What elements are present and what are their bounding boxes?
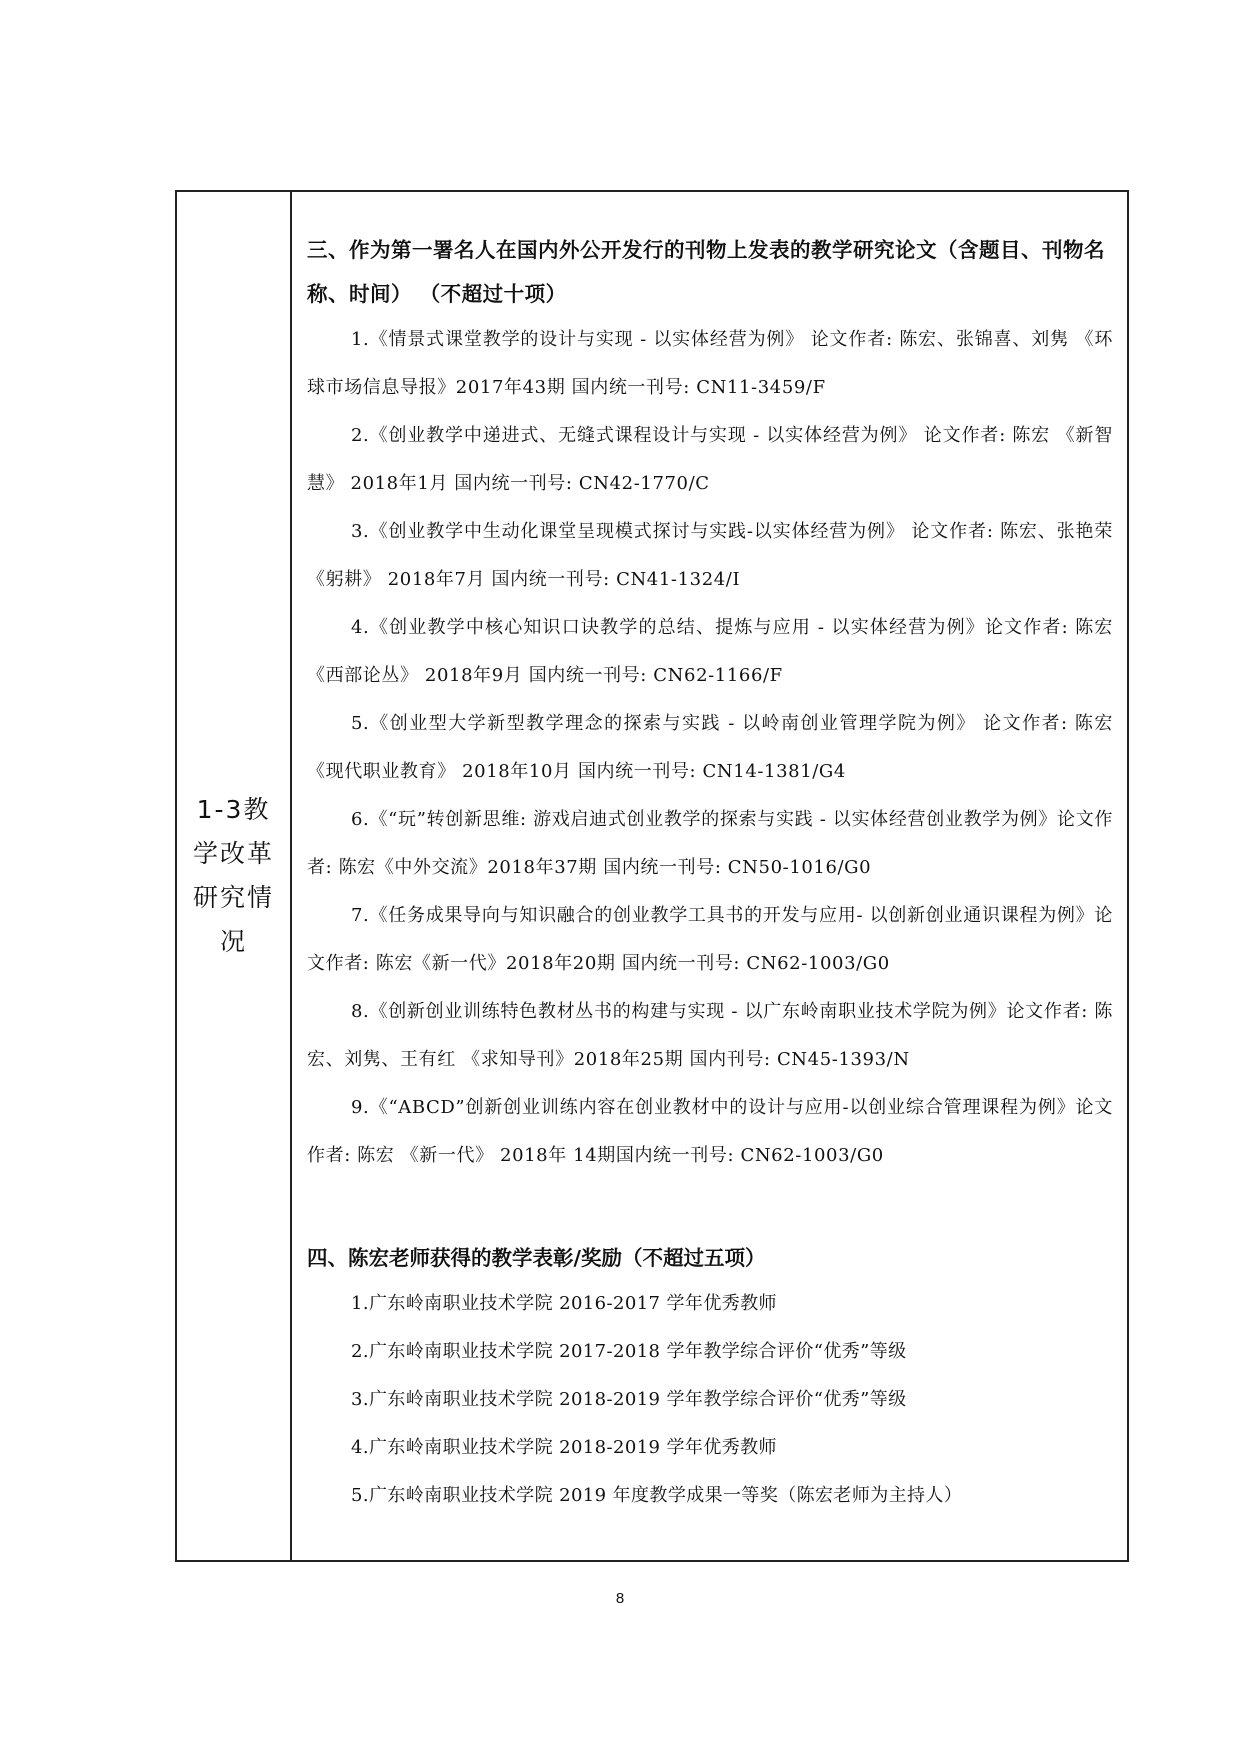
content-cell [292, 192, 1127, 1560]
paper-item: 4.《创业教学中核心知识口诀教学的总结、提炼与应用 - 以实体经营为例》论文作者: 陈宏 《西部论丛》 2018年9月 国内统一刊号: CN62-1166/F [307, 617, 1113, 686]
papers-list [307, 316, 1113, 1180]
award-item: 3.广东岭南职业技术学院 2018-2019 学年教学综合评价“优秀”等级 [351, 1389, 907, 1410]
award-item: 1.广东岭南职业技术学院 2016-2017 学年优秀教师 [351, 1293, 777, 1314]
paper-item: 1.《情景式课堂教学的设计与实现 - 以实体经营为例》 论文作者: 陈宏、张锦喜、刘隽 《环球市场信息导报》2017年43期 国内统一刊号: CN11-3459/F [307, 329, 1113, 398]
paper-item: 6.《“玩”转创新思维: 游戏启迪式创业教学的探索与实践 - 以实体经营创业教学为例》论文作者: 陈宏《中外交流》2018年37期 国内统一刊号: CN50-1016/G0 [307, 809, 1113, 878]
paper-item: 9.《“ABCD”创新创业训练内容在创业教材中的设计与应用-以创业综合管理课程为例》论文作者: 陈宏 《新一代》 2018年 14期国内统一刊号: CN62-1003/G0 [307, 1097, 1113, 1166]
paper-item: 8.《创新创业训练特色教材丛书的构建与实现 - 以广东岭南职业技术学院为例》论文作者: 陈宏、刘隽、王有红 《求知导刊》2018年25期 国内刊号: CN45-1393/N [307, 1001, 1113, 1070]
paper-item: 5.《创业型大学新型教学理念的探索与实践 - 以岭南创业管理学院为例》 论文作者: 陈宏 《现代职业教育》 2018年10月 国内统一刊号: CN14-1381/G4 [307, 713, 1113, 782]
row-label: 1-3教学改革研究情况 [192, 795, 274, 956]
awards-section-heading: 四、陈宏老师获得的教学表彰/奖励（不超过五项） [307, 1246, 766, 1270]
awards-list [307, 1280, 1113, 1520]
paper-item: 2.《创业教学中递进式、无缝式课程设计与实现 - 以实体经营为例》 论文作者: 陈宏 《新智慧》 2018年1月 国内统一刊号: CN42-1770/C [307, 425, 1113, 494]
form-table [175, 190, 1129, 1562]
papers-section-heading: 三、作为第一署名人在国内外公开发行的刊物上发表的教学研究论文（含题目、刊物名称、时间） （不超过十项） [307, 238, 1105, 306]
row-label-cell [177, 192, 292, 1560]
award-item: 2.广东岭南职业技术学院 2017-2018 学年教学综合评价“优秀”等级 [351, 1341, 907, 1362]
paper-item: 7.《任务成果导向与知识融合的创业教学工具书的开发与应用- 以创新创业通识课程为例》论文作者: 陈宏《新一代》2018年20期 国内统一刊号: CN62-1003/G0 [307, 905, 1113, 974]
award-item: 5.广东岭南职业技术学院 2019 年度教学成果一等奖（陈宏老师为主持人） [351, 1485, 963, 1506]
award-item: 4.广东岭南职业技术学院 2018-2019 学年优秀教师 [351, 1437, 777, 1458]
page-number: 8 [615, 1590, 625, 1607]
paper-item: 3.《创业教学中生动化课堂呈现模式探讨与实践-以实体经营为例》 论文作者: 陈宏、张艳荣 《躬耕》 2018年7月 国内统一刊号: CN41-1324/I [307, 521, 1113, 590]
